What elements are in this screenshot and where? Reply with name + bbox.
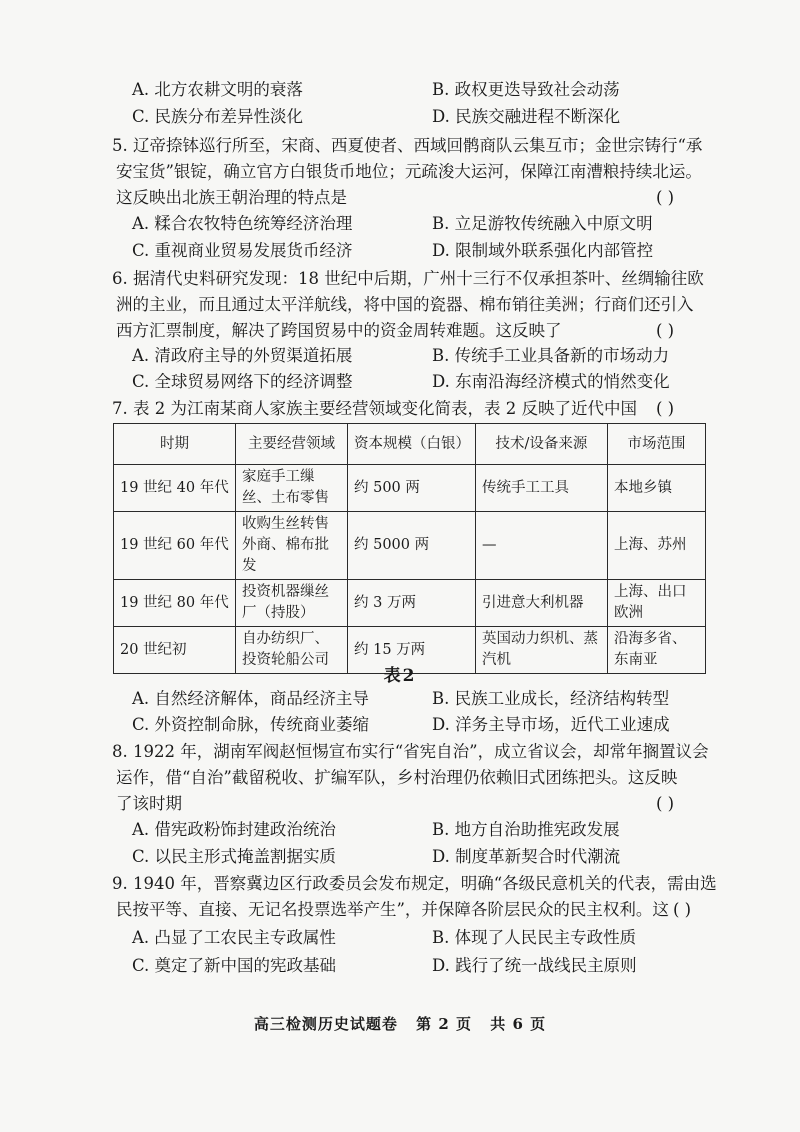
q6-answer-paren[interactable]: ( ) [656, 321, 675, 340]
table-header-row [114, 424, 706, 465]
q8-options-row-1 [0, 817, 800, 843]
q4-option-a: A. 北方农耕文明的衰落 [132, 80, 303, 99]
table-row [114, 580, 706, 627]
table-cell: 约 500 两 [348, 465, 476, 512]
q8-options-row-2 [0, 844, 800, 870]
q4-option-d: D. 民族交融进程不断深化 [432, 107, 621, 126]
q9-option-a: A. 凸显了工农民主专政属性 [132, 928, 336, 947]
q5-option-d: D. 限制域外联系强化内部管控 [432, 241, 654, 260]
table-row [114, 465, 706, 512]
table-row [114, 512, 706, 580]
q9-options-row-1 [0, 925, 800, 951]
footer-page-number: 第 2 页 [416, 1015, 472, 1033]
q7-options-row-1 [0, 686, 800, 712]
q4-option-b: B. 政权更迭导致社会动荡 [432, 80, 620, 99]
q5-stem-line-2: 安宝货”银锭，确立官方白银货币地位；元疏浚大运河，保障江南漕粮持续北运。 [116, 162, 702, 181]
q6-options-row-2 [0, 369, 800, 395]
table-cell: 本地乡镇 [608, 465, 706, 512]
q7-option-a: A. 自然经济解体，商品经济主导 [132, 689, 369, 708]
q7-stem: 7. 表 2 为江南某商人家族主要经营领域变化简表，表 2 反映了近代中国 ( ) [0, 395, 800, 423]
table-header-cell: 资本规模（白银） [348, 424, 476, 465]
q5-options-row-1 [0, 211, 800, 237]
table-cell: 上海、苏州 [608, 512, 706, 580]
q7-answer-paren[interactable]: ( ) [656, 399, 675, 418]
q9-answer-paren[interactable]: ( ) [672, 900, 692, 919]
q8-option-b: B. 地方自治助推宪政发展 [432, 820, 620, 839]
q8-stem-line-1: 8. 1922 年，湖南军阀赵恒惕宣布实行“省宪自治”，成立省议会，却常年搁置议会 [112, 742, 709, 761]
table-cell: 传统手工工具 [476, 465, 608, 512]
table-cell: 约 3 万两 [348, 580, 476, 627]
q5-option-a: A. 糅合农牧特色统筹经济治理 [132, 214, 353, 233]
q7-options-row-2 [0, 712, 800, 738]
q8-option-c: C. 以民主形式掩盖割据实质 [132, 847, 337, 866]
table-header-cell: 技术/设备来源 [476, 424, 608, 465]
table-cell: — [476, 512, 608, 580]
q9-stem-line-2: 民按平等、直接、无记名投票选举产生”，并保障各阶层民众的民主权利。这 ( ) [116, 900, 692, 919]
table-cell: 投资机器缫丝厂（持股） [236, 580, 348, 627]
q5-stem-line-3: 这反映出北族王朝治理的特点是 ( ) [0, 184, 800, 212]
table-cell: 引进意大利机器 [476, 580, 608, 627]
q5-answer-paren[interactable]: ( ) [656, 188, 675, 207]
q9-option-d: D. 践行了统一战线民主原则 [432, 956, 637, 975]
q5-options-row-2 [0, 238, 800, 264]
q6-option-d: D. 东南沿海经济模式的悄然变化 [432, 372, 670, 391]
footer-total-pages: 共 6 页 [490, 1015, 547, 1033]
q6-option-c: C. 全球贸易网络下的经济调整 [132, 372, 353, 391]
q6-stem-line-3: 西方汇票制度，解决了跨国贸易中的资金周转难题。这反映了 ( ) [0, 317, 800, 345]
q9-options-row-2 [0, 953, 800, 979]
q6-stem-line-1: 6. 据清代史料研究发现：18 世纪中后期，广州十三行不仅承担茶叶、丝绸输往欧 [112, 269, 704, 288]
table-cell: 英国动力织机、蒸汽机 [476, 627, 608, 674]
q5-option-c: C. 重视商业贸易发展货币经济 [132, 241, 353, 260]
q6-options-row-1 [0, 343, 800, 369]
q5-stem-line-1: 5. 辽帝捺钵巡行所至，宋商、西夏使者、西域回鹘商队云集互市；金世宗铸行“承 [112, 136, 703, 155]
page-footer [0, 1013, 800, 1034]
q5-option-b: B. 立足游牧传统融入中原文明 [432, 214, 653, 233]
table-cell: 家庭手工缫丝、土布零售 [236, 465, 348, 512]
footer-title: 高三检测历史试题卷 [253, 1015, 398, 1033]
table-cell: 上海、出口欧洲 [608, 580, 706, 627]
q8-option-a: A. 借宪政粉饰封建政治统治 [132, 820, 336, 839]
q8-answer-paren[interactable]: ( ) [656, 794, 675, 813]
table-cell: 自办纺织厂、投资轮船公司 [236, 627, 348, 674]
table-caption: 表2 [383, 666, 417, 686]
table-cell: 20 世纪初 [114, 627, 236, 674]
q6-option-b: B. 传统手工业具备新的市场动力 [432, 346, 670, 365]
table-cell: 收购生丝转售外商、棉布批发 [236, 512, 348, 580]
table-cell: 约 15 万两 [348, 627, 476, 674]
q7-option-c: C. 外资控制命脉，传统商业萎缩 [132, 715, 370, 734]
table-header-cell: 时期 [114, 424, 236, 465]
q7-option-b: B. 民族工业成长，经济结构转型 [432, 689, 670, 708]
q8-stem-line-3: 了该时期 ( ) [0, 790, 800, 818]
q4-options-row-2 [0, 104, 800, 130]
table-cell: 19 世纪 80 年代 [114, 580, 236, 627]
table-cell: 约 5000 两 [348, 512, 476, 580]
q9-stem-line-1: 9. 1940 年，晋察冀边区行政委员会发布规定，明确“各级民意机关的代表，需由选 [112, 874, 717, 893]
q7-option-d: D. 洋务主导市场，近代工业速成 [432, 715, 670, 734]
table-cell: 19 世纪 60 年代 [114, 512, 236, 580]
q9-option-b: B. 体现了人民民主专政性质 [432, 928, 637, 947]
table-header-cell: 主要经营领域 [236, 424, 348, 465]
table-cell: 19 世纪 40 年代 [114, 465, 236, 512]
q4-option-c: C. 民族分布差异性淡化 [132, 107, 304, 126]
q6-stem-line-2: 洲的主业，而且通过太平洋航线，将中国的瓷器、棉布销往美洲；行商们还引入 [116, 295, 694, 314]
table-header-cell: 市场范围 [608, 424, 706, 465]
q4-options-row-1 [0, 77, 800, 103]
table-2 [113, 423, 706, 674]
q8-option-d: D. 制度革新契合时代潮流 [432, 847, 621, 866]
table-cell: 沿海多省、东南亚 [608, 627, 706, 674]
q6-option-a: A. 清政府主导的外贸渠道拓展 [132, 346, 353, 365]
q9-option-c: C. 奠定了新中国的宪政基础 [132, 956, 337, 975]
q8-stem-line-2: 运作，借“自治”截留税收、扩编军队，乡村治理仍依赖旧式团练把头。这反映 [116, 768, 678, 787]
